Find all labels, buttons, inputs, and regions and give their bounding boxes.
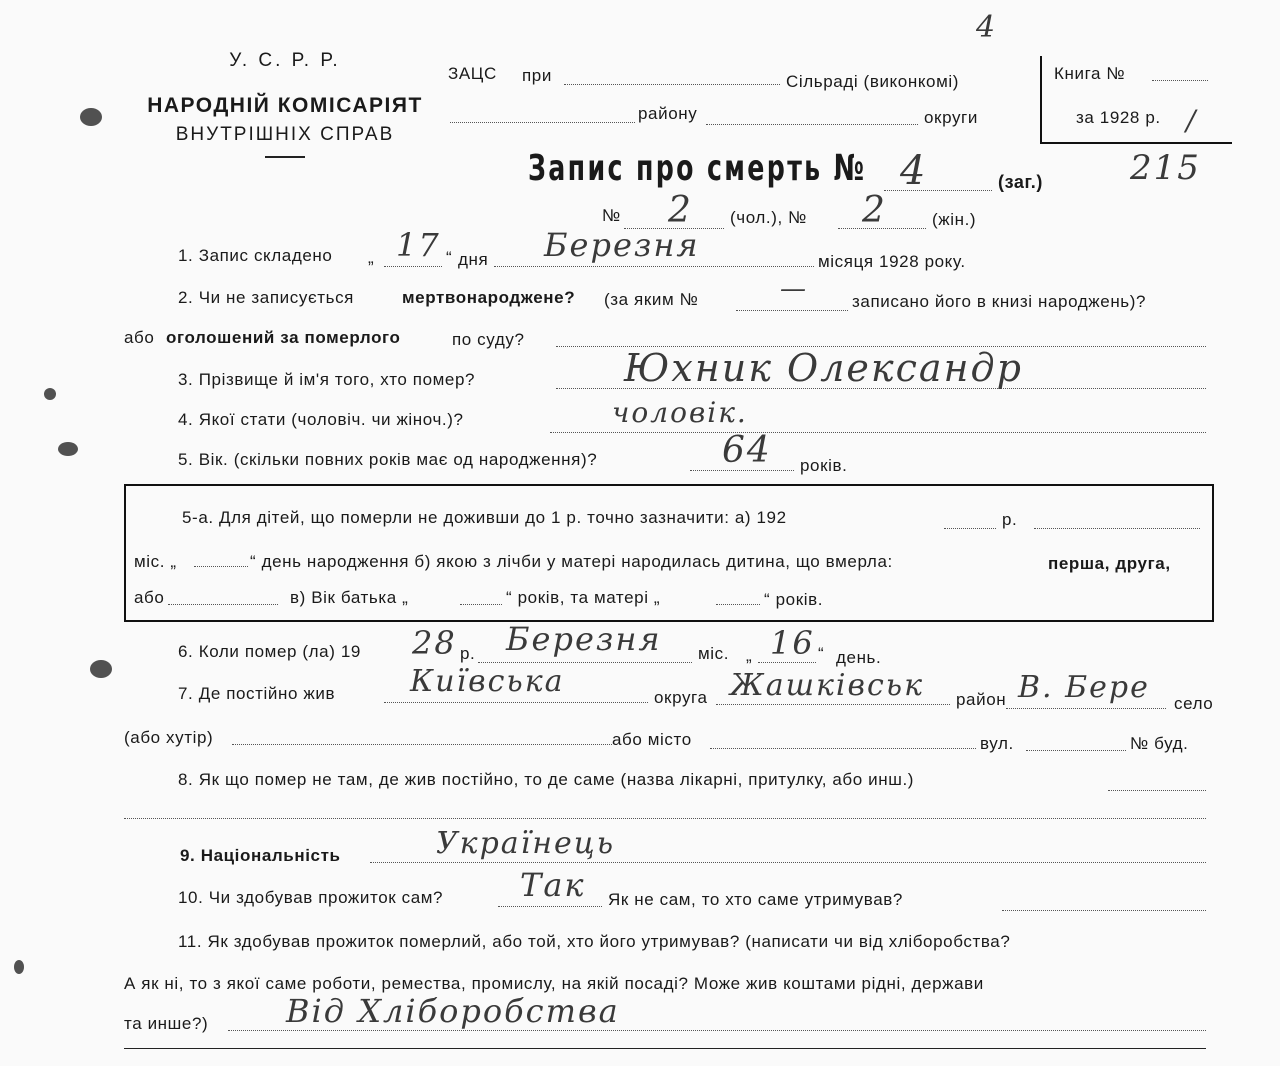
field-2-suffix: записано його в книзі народжень)?: [852, 292, 1147, 311]
scan-stain: [14, 960, 24, 974]
field-6-label: 6. Коли помер (ла) 19: [178, 642, 361, 661]
scan-stain: [44, 388, 56, 400]
field-9-value: Українець: [436, 826, 616, 861]
field-5a-father: в) Вік батька „: [290, 588, 409, 607]
field-2-number-line[interactable]: [736, 310, 848, 311]
zags-label: ЗАЦС: [448, 64, 497, 83]
silrada-label: Сільраді (виконкомі): [786, 72, 960, 91]
field-6-month: Березня: [506, 620, 662, 658]
field-7-khutir: (або хутір): [124, 728, 214, 747]
scan-stain: [58, 442, 78, 456]
field-5a-line1: 5-а. Для дітей, що померли не доживши до 1 р. точно зазначити: а) 192: [182, 508, 787, 527]
field-1-day-label: дня: [458, 250, 489, 269]
zag-label: (заг.): [998, 172, 1044, 192]
field-7-label: 7. Де постійно жив: [178, 684, 336, 703]
field-5-value: 64: [722, 430, 772, 471]
field-2-stillborn: мертвонароджене?: [402, 288, 576, 307]
field-2-value: —: [780, 274, 808, 304]
field-1-label: 1. Запис складено: [178, 246, 333, 265]
field-6-day-line[interactable]: [758, 662, 816, 663]
field-5a-r: р.: [1002, 510, 1018, 529]
field-10-label: 10. Чи здобував прожиток сам?: [178, 888, 444, 907]
field-8-line-end[interactable]: [1108, 790, 1206, 791]
field-7-rayon-value: Жашківськ: [730, 668, 925, 703]
quote-open: „: [368, 248, 375, 267]
male-number: 2: [668, 190, 693, 231]
corner-handwritten-mark: 4: [976, 10, 998, 45]
field-5a-mother: “ років, та матері „: [506, 588, 661, 607]
field-6-r: р.: [460, 644, 476, 663]
field-7-okruga-value: Київська: [410, 664, 565, 699]
female-number: 2: [862, 190, 887, 231]
field-2-declared: оголошений за померлого: [166, 328, 401, 347]
corner-number: 215: [1130, 148, 1201, 188]
okruga-field[interactable]: [706, 124, 918, 125]
field-9-label: 9. Національність: [180, 846, 341, 865]
quote-close-6: “: [818, 644, 825, 663]
commissariat-subtitle: ВНУТРІШНІХ СПРАВ: [175, 124, 395, 145]
field-5a-line2: “ день народження б) якою з лічби у матері народилась дитина, що вмерла:: [250, 552, 893, 571]
rayon-field[interactable]: [450, 122, 635, 123]
field-11-line[interactable]: [228, 1030, 1206, 1031]
field-5a-order: перша, друга,: [1048, 554, 1171, 573]
field-5a-or-line[interactable]: [168, 604, 278, 605]
rayon-label: району: [638, 104, 698, 123]
field-6-day: 16: [770, 624, 815, 662]
male-label: (чол.), №: [730, 208, 807, 227]
issuer-block: [140, 50, 430, 158]
female-label: (жін.): [932, 210, 977, 229]
field-4-label: 4. Якої стати (чоловіч. чи жіноч.)?: [178, 410, 464, 429]
field-7-rayon: район: [956, 690, 1007, 709]
field-10-line[interactable]: [498, 906, 602, 907]
field-7-okruga-line[interactable]: [384, 702, 648, 703]
field-7-vul-line[interactable]: [1026, 750, 1126, 751]
field-5a-years: “ років.: [764, 590, 824, 609]
republic-label: У. С. Р. Р.: [229, 50, 341, 71]
field-4-value: чоловік.: [612, 396, 748, 429]
quote-close: “: [446, 248, 453, 267]
field-10-suffix: Як не сам, то хто саме утримував?: [608, 890, 903, 909]
bottom-rule: [124, 1048, 1206, 1049]
no-label: №: [602, 206, 621, 225]
field-2-line2-c: по суду?: [452, 330, 525, 349]
field-11-value: Від Хліборобства: [286, 992, 620, 1030]
field-1-day: 17: [396, 226, 441, 264]
field-7-selo-line[interactable]: [1006, 708, 1166, 709]
form-title: Запис про смерть №: [528, 148, 867, 189]
field-7-okruga: округа: [654, 688, 708, 707]
field-11-line3: та инше?): [124, 1014, 209, 1033]
field-7-misto-line[interactable]: [710, 748, 976, 749]
field-8-line[interactable]: [124, 818, 1206, 819]
book-number-field[interactable]: [1152, 80, 1208, 81]
field-2-which: (за яким №: [604, 290, 699, 309]
field-1-day-line[interactable]: [384, 266, 442, 267]
field-7-rayon-line[interactable]: [716, 704, 950, 705]
pry-label: при: [522, 66, 552, 85]
field-11-line1: 11. Як здобував прожиток померлий, або той, хто його утримував? (написати чи від хліборобства?: [178, 932, 1011, 951]
field-3-value: Юхник Олександр: [624, 346, 1023, 390]
field-7-selo-value: В. Бере: [1018, 670, 1150, 705]
field-1-month-line[interactable]: [494, 266, 814, 267]
field-11-line2: А як ні, то з якої саме роботи, ремества, промислу, на якій посаді? Може жив коштами рідні, держави: [124, 974, 984, 993]
field-5a-r-line[interactable]: [1034, 528, 1200, 529]
okruga-label: округи: [924, 108, 978, 127]
book-label: Книга №: [1054, 64, 1126, 83]
field-10-who-line[interactable]: [1002, 910, 1206, 911]
field-6-year: 28: [412, 624, 457, 662]
field-4-line[interactable]: [550, 432, 1206, 433]
field-5a-mother-line[interactable]: [716, 604, 760, 605]
field-5a-mis: міс. „: [134, 552, 177, 571]
quote-open-6: „: [746, 646, 753, 665]
field-5-suffix: років.: [800, 456, 848, 475]
field-5a-or: або: [134, 588, 165, 607]
year-label: за 1928 р.: [1076, 108, 1161, 127]
council-field[interactable]: [564, 84, 780, 85]
field-5a-birthday-line[interactable]: [194, 566, 248, 567]
commissariat-title: НАРОДНІЙ КОМІСАРІЯТ: [147, 94, 423, 117]
field-6-day-label: день.: [836, 648, 882, 667]
field-7-bud: № буд.: [1130, 734, 1189, 753]
record-number: 4: [900, 148, 928, 194]
field-7-vul: вул.: [980, 734, 1014, 753]
field-2-line2-a: або: [124, 328, 155, 347]
scan-stain: [90, 660, 112, 678]
field-7-khutir-line[interactable]: [232, 744, 612, 745]
field-2-label: 2. Чи не записується: [178, 288, 354, 307]
field-5a-father-line[interactable]: [460, 604, 502, 605]
field-9-line[interactable]: [370, 862, 1206, 863]
field-5-label: 5. Вік. (скільки повних років має од народження)?: [178, 450, 598, 469]
scan-stain: [80, 108, 102, 126]
field-6-month-line[interactable]: [478, 662, 692, 663]
field-10-value: Так: [520, 866, 586, 904]
field-3-label: 3. Прізвище й ім'я того, хто помер?: [178, 370, 476, 389]
field-5a-year-line[interactable]: [944, 528, 996, 529]
slash-mark: /: [1186, 104, 1198, 137]
field-7-selo: село: [1174, 694, 1214, 713]
record-number-field[interactable]: [884, 190, 992, 191]
field-1-suffix: місяця 1928 року.: [818, 252, 966, 271]
field-7-misto: або місто: [612, 730, 692, 749]
divider: [265, 156, 305, 158]
field-1-month: Березня: [544, 226, 700, 264]
field-6-mis: міс.: [698, 644, 730, 663]
field-8-label: 8. Як що помер не там, де жив постійно, то де саме (назва лікарні, притулку, або инш.): [178, 770, 915, 789]
